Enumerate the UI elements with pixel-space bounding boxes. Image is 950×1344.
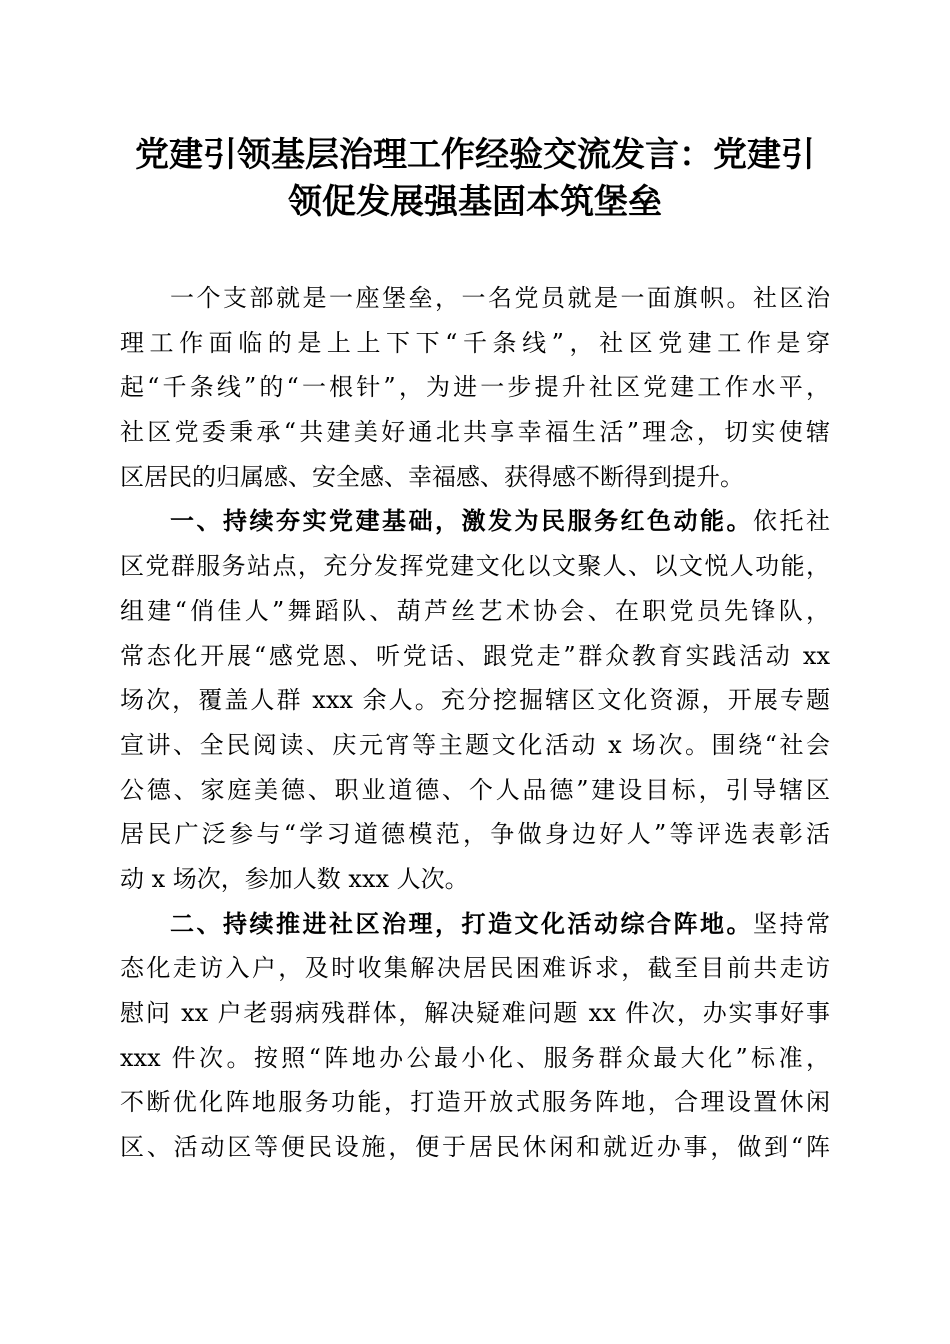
text-line: xxx 件次。按照“阵地办公最小化、服务群众最大化”标准，: [120, 1043, 830, 1072]
text-line: 社区党委秉承“共建美好通北共享幸福生活”理念，切实使辖: [120, 418, 830, 447]
text-line: [120, 902, 830, 947]
text-line: 区党群服务站点，充分发挥党建文化以文聚人、以文悦人功能，: [120, 552, 830, 581]
text-line: 常态化开展“感党恩、听党话、跟党走”群众教育实践活动 xx: [120, 641, 830, 670]
text-line: 一个支部就是一座堡垒，一名党员就是一面旗帜。社区治: [170, 284, 830, 312]
text-run: 坚持常: [753, 909, 830, 938]
paragraph-section-1: [120, 499, 830, 901]
text-line: 公德、家庭美德、职业道德、个人品德”建设目标，引导辖区: [120, 775, 830, 804]
document-body: [120, 276, 830, 1170]
text-line: 场次，覆盖人群 xxx 余人。充分挖掘辖区文化资源，开展专题: [120, 686, 830, 715]
text-line: 不断优化阵地服务功能，打造开放式服务阵地，合理设置休闲: [120, 1088, 830, 1117]
section-heading: 一、持续夯实党建基础，激发为民服务红色动能。: [170, 507, 753, 536]
text-line: 理工作面临的是上上下下“千条线”，社区党建工作是穿: [120, 328, 830, 357]
title-line-2: 领促发展强基固本筑堡垒: [288, 182, 662, 222]
text-line: 态化走访入户，及时收集解决居民困难诉求，截至目前共走访: [120, 954, 830, 983]
document-title: [110, 132, 840, 226]
section-heading: 二、持续推进社区治理，打造文化活动综合阵地。: [170, 909, 753, 938]
text-line: 区、活动区等便民设施，便于居民休闲和就近办事，做到“阵: [120, 1133, 830, 1162]
text-run: 依托社: [753, 507, 830, 536]
paragraph-intro: [120, 276, 830, 499]
text-line: 居民广泛参与“学习道德模范，争做身边好人”等评选表彰活: [120, 820, 830, 849]
text-line: 慰问 xx 户老弱病残群体，解决疑难问题 xx 件次，办实事好事: [120, 999, 830, 1027]
paragraph-section-2: [120, 902, 830, 1170]
text-line: [120, 499, 830, 544]
title-line-1: 党建引领基层治理工作经验交流发言：党建引: [135, 135, 815, 175]
text-line: 起“千条线”的“一根针”，为进一步提升社区党建工作水平，: [120, 373, 830, 402]
text-line: 动 x 场次，参加人数 xxx 人次。: [120, 864, 469, 893]
text-line: 区居民的归属感、安全感、幸福感、获得感不断得到提升。: [120, 462, 744, 491]
text-line: 组建“俏佳人”舞蹈队、葫芦丝艺术协会、在职党员先锋队，: [120, 596, 830, 625]
text-line: 宣讲、全民阅读、庆元宵等主题文化活动 x 场次。围绕“社会: [120, 730, 830, 759]
